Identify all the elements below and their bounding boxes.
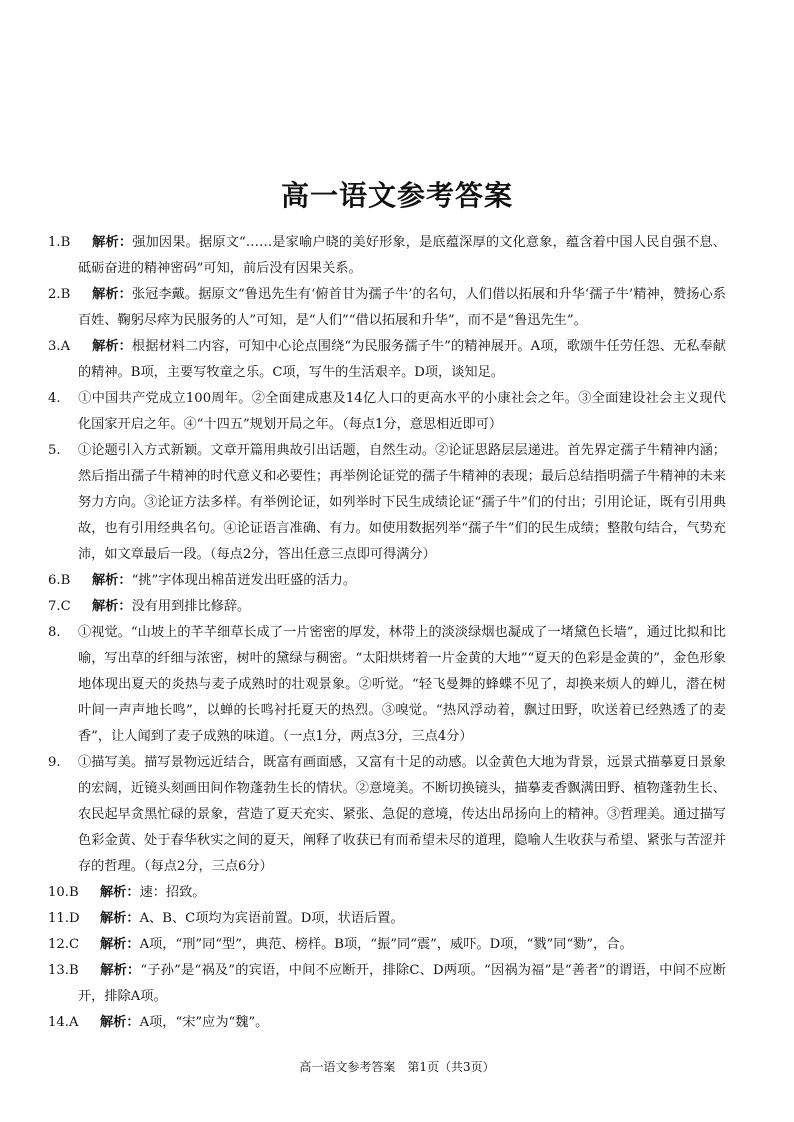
answer-number: 6.B: [48, 573, 71, 588]
answer-item-4: [48, 386, 726, 438]
answer-text: A项，“刑”同“型”，典范、榜样。B项，“振”同“震”，威吓。D项，“戮”同“勠”，合。: [139, 937, 633, 952]
answer-number: 10.B: [48, 885, 79, 900]
answer-number: 2.B: [48, 287, 71, 302]
answer-text: 强加因果。据原文“……是家喻户晓的美好形象，是底蕴深厚的文化意象，蕴含着中国人民自强不息、砥砺奋进的精神密码”可知，前后没有因果关系。: [78, 235, 726, 276]
answer-list: [48, 230, 726, 1036]
page-footer: 高一语文参考答案 第1页（共3页）: [299, 1060, 495, 1074]
answer-item-3: [48, 334, 726, 386]
answer-number: 12.C: [48, 937, 80, 952]
page-title: 高一语文参考答案: [280, 179, 513, 212]
answer-item-12: [48, 932, 726, 958]
analysis-label: 解析：: [92, 339, 132, 354]
answer-item-1: [48, 230, 726, 282]
answer-text: ①论题引入方式新颖。文章开篇用典故引出话题，自然生动。②论证思路层层递进。首先界定孺子牛精神内涵；然后指出孺子牛精神的时代意义和必要性；再举例论证党的孺子牛精神的表现；最后总结指明孺子牛精神的未来努力方向。③论证方法多样。有举例论证，如列举时下民生成绩论证“孺子牛”们的付出；引用论证，既有引用典故，也有引用经典名句。④论证语言准确、有力。如使用数据列举“孺子牛”们的民生成绩；整散句结合，气势充沛，如文章最后一段。（每点2分，答出任意三点即可得满分）: [78, 443, 726, 562]
answer-item-9: [48, 750, 726, 880]
answer-text: A项，“宋”应为“魏”。: [139, 1015, 269, 1030]
answer-text: 没有用到排比修辞。: [131, 599, 251, 614]
answer-text: 张冠李戴。据原文“鲁迅先生有‘俯首甘为孺子牛’的名句，人们借以拓展和升华‘孺子牛’精神，赞扬心系百姓、鞠躬尽瘁为民服务的人”可知，是“人们”“借以拓展和升华”，而不是“鲁迅先生”。: [78, 287, 726, 328]
answer-text: 速：招致。: [139, 885, 206, 900]
answer-item-13: [48, 958, 726, 1010]
analysis-label: 解析：: [100, 937, 140, 952]
answer-item-6: [48, 568, 726, 594]
analysis-label: 解析：: [100, 1015, 140, 1030]
answer-text: ①中国共产党成立100周年。②全面建成惠及14亿人口的更高水平的小康社会之年。③全面建设社会主义现代化国家开启之年。④“十四五”规划开局之年。（每点1分，意思相近即可）: [78, 391, 726, 432]
answer-item-2: [48, 282, 726, 334]
analysis-label: 解析：: [100, 885, 140, 900]
analysis-label: 解析：: [100, 911, 140, 926]
analysis-label: 解析：: [92, 235, 133, 250]
answer-text: “挑”字体现出棉苗迸发出旺盛的活力。: [131, 573, 357, 588]
answer-number: 5.: [48, 443, 61, 458]
answer-item-7: [48, 594, 726, 620]
analysis-label: 解析：: [92, 287, 132, 302]
answer-text: A、B、C项均为宾语前置。D项，状语后置。: [139, 911, 404, 926]
analysis-label: 解析：: [100, 963, 141, 978]
answer-text: ①视觉。“山坡上的芊芊细草长成了一片密密的厚发，林带上的淡淡绿烟也凝成了一堵黛色长墙”，通过比拟和比喻，写出草的纤细与浓密，树叶的黛绿与稠密。“太阳烘烤着一片金黄的大地”“夏天的色彩是金黄的”，金色形象地体现出夏天的炎热与麦子成熟时的壮观景象。②听觉。“轻飞曼舞的蜂蝶不见了，却换来烦人的蝉儿，潜在树叶间一声声地长鸣”，以蝉的长鸣衬托夏天的热烈。③嗅觉。“热风浮动着，飘过田野，吹送着已经熟透了的麦香”，让人闻到了麦子成熟的味道。（一点1分，两点3分，三点4分）: [78, 625, 726, 744]
analysis-label: 解析：: [92, 573, 132, 588]
answer-number: 8.: [48, 625, 61, 640]
answer-text: 根据材料二内容，可知中心论点围绕“为民服务孺子牛”的精神展开。A项，歌颂牛任劳任怨、无私奉献的精神。B项，主要写牧童之乐。C项，写牛的生活艰辛。D项，谈知足。: [78, 339, 726, 380]
answer-text: ①描写美。描写景物远近结合，既富有画面感，又富有十足的动感。以金黄色大地为背景，远景式描摹夏日景象的宏阔，近镜头刻画田间作物蓬勃生长的情状。②意境美。不断切换镜头，描摹麦香飘满田野、植物蓬勃生长、农民起早贪黑忙碌的景象，营造了夏天充实、紧张、急促的意境，传达出昂扬向上的精神。③哲理美。通过描写色彩金黄、处于春华秋实之间的夏天，阐释了收获已有而希望未尽的道理，隐喻人生收获与希望、紧张与苦涩并存的哲理。（每点2分，三点6分）: [78, 755, 726, 874]
answer-item-5: [48, 438, 726, 568]
answer-number: 13.B: [48, 963, 79, 978]
answer-item-14: [48, 1010, 726, 1036]
answer-item-11: [48, 906, 726, 932]
answer-number: 4.: [48, 391, 61, 406]
answer-number: 11.D: [48, 911, 80, 926]
answer-item-8: [48, 620, 726, 750]
answer-number: 14.A: [48, 1015, 79, 1030]
answer-number: 9.: [48, 755, 61, 770]
answer-number: 3.A: [48, 339, 71, 354]
answer-text: “子孙”是“祸及”的宾语，中间不应断开，排除C、D两项。“因祸为福”是“善者”的谓语，中间不应断开，排除A项。: [78, 963, 726, 1004]
analysis-label: 解析：: [92, 599, 132, 614]
answer-number: 1.B: [48, 235, 71, 250]
answer-item-10: [48, 880, 726, 906]
answer-number: 7.C: [48, 599, 71, 614]
